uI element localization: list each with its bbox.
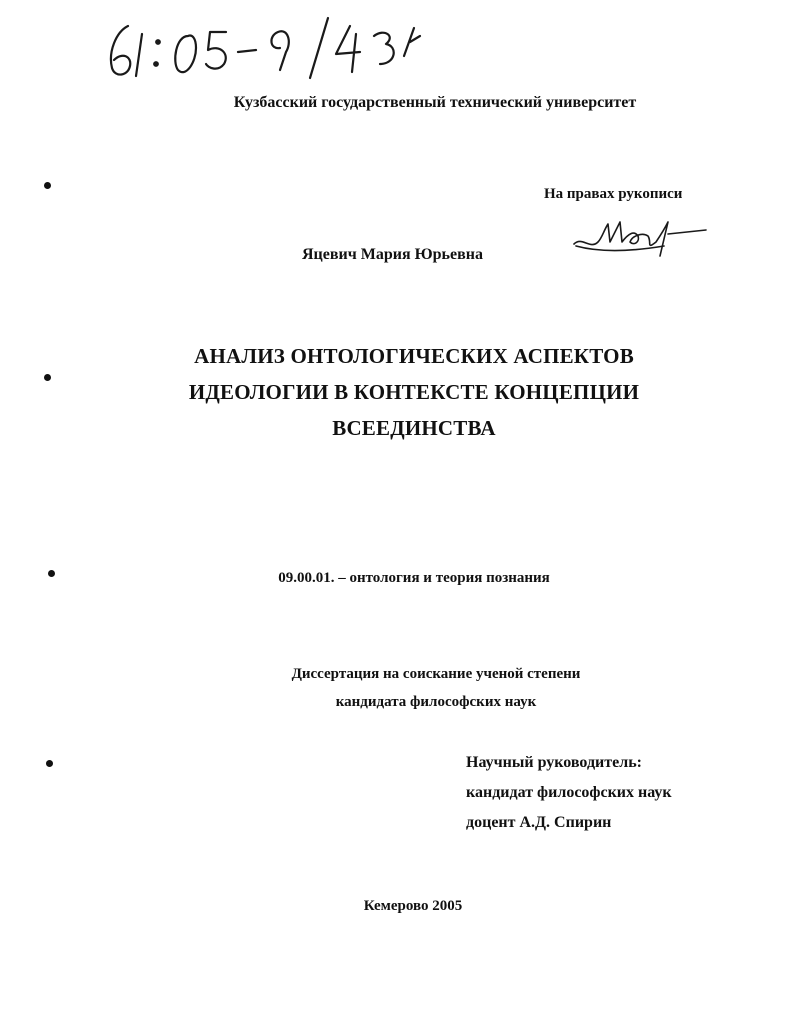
university-name: Кузбасский государственный технический университет <box>233 94 637 111</box>
specialty-line: 09.00.01. – онтология и теория познания <box>278 570 550 586</box>
scan-dot <box>44 182 51 189</box>
manuscript-rights-label: На правах рукописи <box>544 186 683 202</box>
supervisor-line: Научный руководитель: <box>466 754 642 771</box>
archive-code-handwritten <box>98 12 438 84</box>
city-year: Кемерово 2005 <box>363 898 463 914</box>
scan-dot <box>46 760 53 767</box>
degree-line: кандидата философских наук <box>335 694 537 710</box>
signature <box>568 212 716 262</box>
supervisor-block <box>466 748 672 838</box>
title-line: ВСЕЕДИНСТВА <box>332 416 496 440</box>
degree-line: Диссертация на соискание ученой степени <box>291 666 581 682</box>
title-line: АНАЛИЗ ОНТОЛОГИЧЕСКИХ АСПЕКТОВ <box>194 344 634 368</box>
title-line: ИДЕОЛОГИИ В КОНТЕКСТЕ КОНЦЕПЦИИ <box>188 380 640 404</box>
author-name: Яцевич Мария Юрьевна <box>302 246 483 263</box>
dissertation-title <box>0 338 795 446</box>
supervisor-line: доцент А.Д. Спирин <box>466 814 612 831</box>
degree-block <box>0 660 795 716</box>
supervisor-line: кандидат философских наук <box>466 784 672 801</box>
